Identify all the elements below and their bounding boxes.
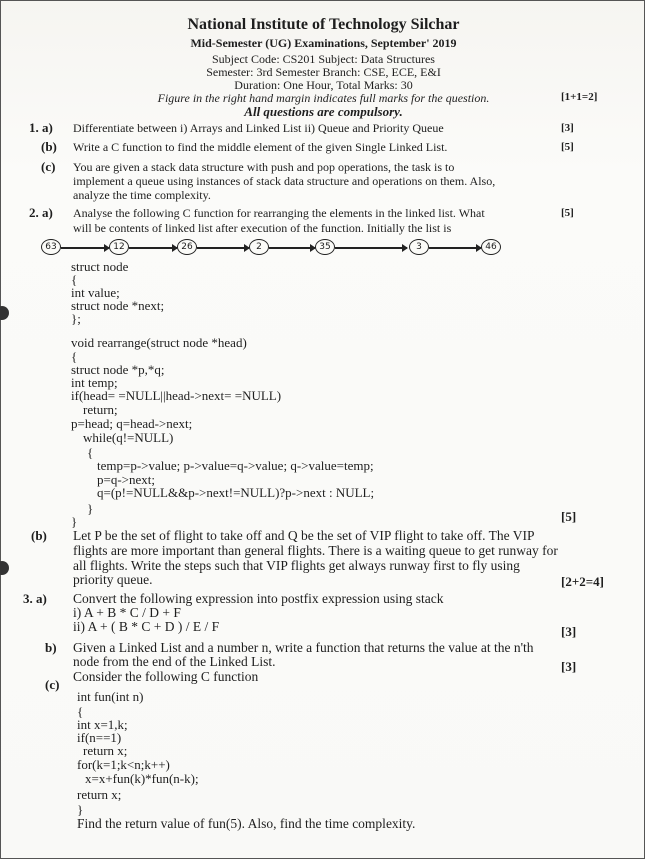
- code-line: q=(p!=NULL&&p->next!=NULL)?p->next : NULL;: [97, 485, 375, 500]
- list-node: 46: [481, 239, 501, 255]
- list-node: 35: [315, 239, 335, 255]
- institute-title: National Institute of Technology Silchar: [187, 16, 460, 33]
- q2b-label: (b): [31, 528, 47, 543]
- code-line: struct node: [71, 259, 129, 274]
- q3a-ii: ii) A + ( B * C + D ) / E / F: [73, 619, 220, 634]
- code-line: };: [71, 311, 81, 326]
- q2b-line: priority queue.: [73, 572, 153, 587]
- code-line: }: [71, 514, 78, 529]
- code-line: }: [77, 802, 84, 817]
- q3c-marks: [3]: [561, 659, 577, 674]
- q2a-marks: [5]: [561, 207, 574, 219]
- list-node: 63: [41, 239, 61, 255]
- q3c-text: Consider the following C function: [73, 669, 259, 684]
- q1-number: 1. a): [29, 120, 53, 135]
- q1b-marks: [3]: [561, 122, 574, 134]
- code-line: for(k=1;k<n;k++): [77, 757, 170, 772]
- q1c-line: You are given a stack data structure with push and pop operations, the task is to: [73, 160, 455, 174]
- code-line: p=head; q=head->next;: [71, 416, 193, 431]
- arrow: [129, 247, 177, 249]
- arrow: [429, 247, 481, 249]
- arrow: [335, 247, 407, 249]
- list-node: 2: [249, 239, 269, 255]
- q1a-text: Differentiate between i) Arrays and Linked List ii) Queue and Priority Queue: [73, 121, 444, 135]
- code-line: struct node *p,*q;: [71, 362, 165, 377]
- code-line: }: [87, 501, 94, 516]
- q1c-line: implement a queue using instances of stack data structure and operations on them. Also,: [73, 174, 496, 188]
- code-line: while(q!=NULL): [83, 430, 174, 445]
- subject-line: Subject Code: CS201 Subject: Data Structures: [212, 52, 435, 66]
- code-line: return x;: [77, 787, 122, 802]
- q2b-line: flights are more important than general flights. There is a waiting queue to get runway for: [73, 543, 558, 558]
- code-line: int fun(int n): [77, 689, 144, 704]
- duration-line: Duration: One Hour, Total Marks: 30: [234, 78, 413, 92]
- code-line: int temp;: [71, 375, 118, 390]
- linked-list-diagram: [41, 239, 541, 255]
- q3a-text: Convert the following expression into postfix expression using stack: [73, 591, 444, 606]
- code-line: p=q->next;: [97, 472, 155, 487]
- q2b-marks: [5]: [561, 509, 577, 524]
- q2a-line: will be contents of linked list after execution of the function. Initially the list is: [73, 221, 452, 235]
- q2b-line: Let P be the set of flight to take off and Q be the set of VIP flight to take off. The VIP: [73, 528, 535, 543]
- code-line: return;: [83, 402, 118, 417]
- punch-hole: [0, 306, 9, 320]
- code-line: {: [71, 272, 78, 287]
- q2a-line: Analyse the following C function for rearranging the elements in the linked list. What: [73, 206, 485, 220]
- code-line: {: [71, 349, 78, 364]
- exam-title: Mid-Semester (UG) Examinations, September' 2019: [190, 36, 457, 50]
- code-line: temp=p->value; p->value=q->value; q->value=temp;: [97, 458, 374, 473]
- q1c-marks: [5]: [561, 141, 574, 153]
- code-line: if(n==1): [77, 730, 122, 745]
- code-line: void rearrange(struct node *head): [71, 335, 247, 350]
- q3a-marks: [2+2=4]: [561, 574, 604, 589]
- arrow: [269, 247, 315, 249]
- q2b-line: all flights. Write the steps such that VIP flights get always runway first to fly using: [73, 558, 520, 573]
- q3b-line: Given a Linked List and a number n, write a function that returns the value at the n'th: [73, 640, 534, 655]
- q1b-label: (b): [41, 139, 57, 154]
- code-line: struct node *next;: [71, 298, 165, 313]
- q2-number: 2. a): [29, 205, 53, 220]
- list-node: 3: [409, 239, 429, 255]
- compulsory-note: All questions are compulsory.: [244, 104, 403, 119]
- q1a-marks: [1+1=2]: [561, 91, 598, 103]
- code-line: int value;: [71, 285, 120, 300]
- q3a-i: i) A + B * C / D + F: [73, 605, 181, 620]
- q3c-final: Find the return value of fun(5). Also, find the time complexity.: [77, 816, 416, 831]
- code-line: if(head= =NULL||head->next= =NULL): [71, 388, 282, 403]
- code-line: return x;: [83, 743, 128, 758]
- q1c-line: analyze the time complexity.: [73, 188, 211, 202]
- code-line: {: [87, 445, 94, 460]
- list-node: 12: [109, 239, 129, 255]
- q3b-line: node from the end of the Linked List.: [73, 654, 276, 669]
- q3b-label: b): [45, 640, 57, 655]
- code-line: int x=1,k;: [77, 717, 128, 732]
- q1b-text: Write a C function to find the middle element of the given Single Linked List.: [73, 140, 448, 154]
- arrow: [197, 247, 249, 249]
- q1c-label: (c): [41, 159, 56, 174]
- q3-number: 3. a): [23, 591, 47, 606]
- marks-note: Figure in the right hand margin indicates full marks for the question.: [157, 91, 490, 105]
- semester-line: Semester: 3rd Semester Branch: CSE, ECE, E&I: [206, 65, 441, 79]
- q3b-marks: [3]: [561, 624, 577, 639]
- arrow: [61, 247, 109, 249]
- punch-hole: [0, 561, 9, 575]
- list-node: 26: [177, 239, 197, 255]
- code-line: {: [77, 704, 84, 719]
- q3c-label: (c): [45, 677, 60, 692]
- code-line: x=x+fun(k)*fun(n-k);: [85, 771, 199, 786]
